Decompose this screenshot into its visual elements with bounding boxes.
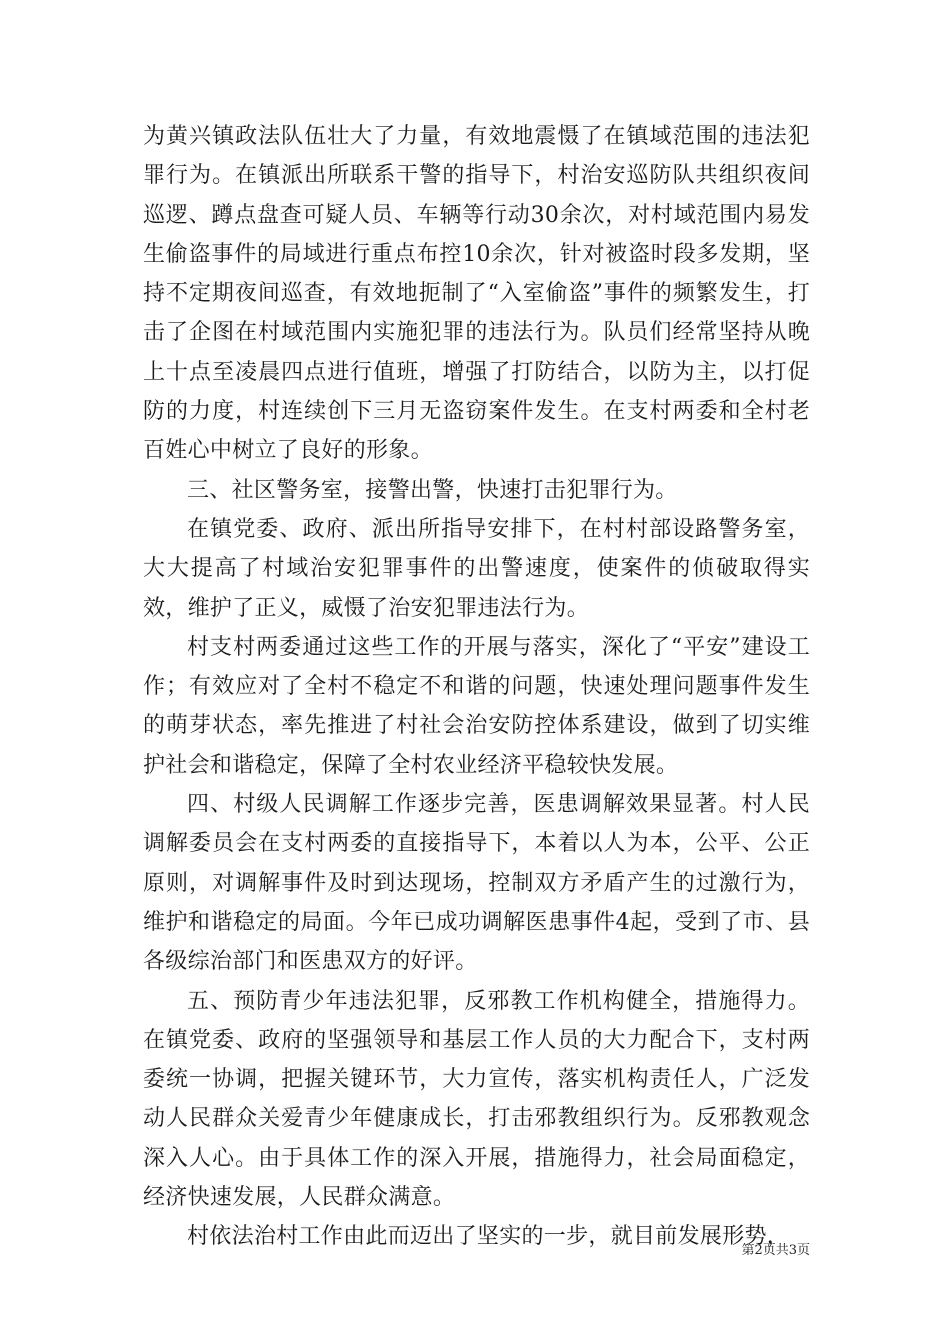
paragraph-heading-four-mediation: 四、村级人民调解工作逐步完善，医患调解效果显著。村人民调解委员会在支村两委的直接指导下，本着以人为本，公平、公正原则，对调解事件及时到达现场，控制双方矛盾产生的过激行为，维护和谐稳定的局面。今年已成功调解医患事件4起，受到了市、县各级综治部门和医患双方的好评。 — [143, 792, 810, 975]
paragraph-heading-three: 三、社区警务室，接警出警，快速打击犯罪行为。 — [187, 477, 678, 503]
paragraph-police-office: 在镇党委、政府、派出所指导安排下，在村村部设路警务室，大大提高了村域治安犯罪事件的出警速度，使案件的侦破取得实效，维护了正义，威慑了治安犯罪违法行为。 — [143, 516, 810, 621]
paragraph-closing: 村依法治村工作由此而迈出了坚实的一步，就目前发展形势， — [187, 1224, 790, 1250]
page-number-footer: 第2页共3页 — [741, 1243, 810, 1258]
document-body — [143, 117, 810, 1257]
paragraph-continuation: 为黄兴镇政法队伍壮大了力量，有效地震慑了在镇域范围的违法犯罪行为。在镇派出所联系干警的指导下，村治安巡防队共组织夜间巡逻、蹲点盘查可疑人员、车辆等行动30余次，对村域范围内易发生偷盗事件的局域进行重点布控10余次，针对被盗时段多发期，坚持不定期夜间巡查，有效地扼制了“入室偷盗”事件的频繁发生，打击了企图在村域范围内实施犯罪的违法行为。队员们经常坚持从晚上十点至凌晨四点进行值班，增强了打防结合，以防为主，以打促防的力度，村连续创下三月无盗窃案件发生。在支村两委和全村老百姓心中树立了良好的形象。 — [143, 124, 810, 464]
paragraph-heading-five-youth: 五、预防青少年违法犯罪，反邪教工作机构健全，措施得力。在镇党委、政府的坚强领导和基层工作人员的大力配合下，支村两委统一协调，把握关键环节，大力宣传，落实机构责任人，广泛发动人民群众关爱青少年健康成长，打击邪教组织行为。反邪教观念深入人心。由于具体工作的深入开展，措施得力，社会局面稳定，经济快速发展，人民群众满意。 — [143, 988, 810, 1211]
paragraph-peace-building: 村支村两委通过这些工作的开展与落实，深化了“平安”建设工作；有效应对了全村不稳定不和谐的问题，快速处理问题事件发生的萌芽状态，率先推进了村社会治安防控体系建设，做到了切实维护社会和谐稳定，保障了全村农业经济平稳较快发展。 — [143, 634, 810, 778]
